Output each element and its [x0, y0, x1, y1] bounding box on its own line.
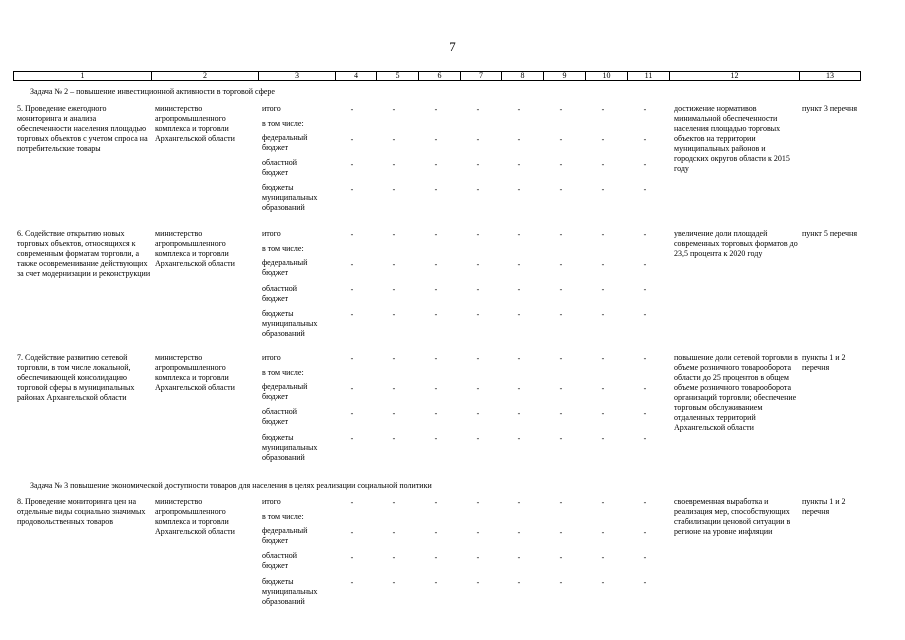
- empty-value-dash: -: [434, 354, 438, 363]
- executor-cell: министерство агропромышленного комплекса и торговли Архангельской области: [155, 353, 235, 392]
- empty-value-dash: -: [643, 553, 647, 562]
- empty-value-dash: -: [559, 185, 563, 194]
- empty-value-dash: -: [601, 135, 605, 144]
- empty-value-dash: -: [643, 285, 647, 294]
- empty-value-dash: -: [643, 409, 647, 418]
- empty-value-dash: -: [559, 384, 563, 393]
- empty-value-dash: -: [434, 434, 438, 443]
- empty-value-dash: -: [392, 105, 396, 114]
- empty-value-dash: -: [517, 409, 521, 418]
- task-2-heading: Задача № 2 – повышение инвестиционной активности в торговой сфере: [30, 87, 275, 96]
- empty-value-dash: -: [434, 285, 438, 294]
- empty-value-dash: -: [350, 260, 354, 269]
- regional-budget-label: областной бюджет: [262, 284, 298, 303]
- empty-value-dash: -: [392, 354, 396, 363]
- empty-value-dash: -: [559, 230, 563, 239]
- empty-value-dash: -: [434, 384, 438, 393]
- empty-value-dash: -: [643, 384, 647, 393]
- empty-value-dash: -: [643, 230, 647, 239]
- empty-value-dash: -: [434, 310, 438, 319]
- empty-value-dash: -: [601, 354, 605, 363]
- header-col-13: 13: [826, 71, 834, 80]
- empty-value-dash: -: [392, 230, 396, 239]
- empty-value-dash: -: [559, 135, 563, 144]
- empty-value-dash: -: [350, 285, 354, 294]
- empty-value-dash: -: [517, 185, 521, 194]
- empty-value-dash: -: [601, 185, 605, 194]
- empty-value-dash: -: [517, 105, 521, 114]
- empty-value-dash: -: [350, 498, 354, 507]
- empty-value-dash: -: [559, 528, 563, 537]
- federal-budget-label: федеральный бюджет: [262, 133, 308, 152]
- empty-value-dash: -: [559, 434, 563, 443]
- empty-value-dash: -: [517, 354, 521, 363]
- empty-value-dash: -: [392, 285, 396, 294]
- municipal-budget-label: бюджеты муниципальных образований: [262, 433, 318, 462]
- header-col-6: 6: [419, 72, 461, 80]
- empty-value-dash: -: [476, 285, 480, 294]
- empty-value-dash: -: [601, 160, 605, 169]
- empty-value-dash: -: [601, 434, 605, 443]
- empty-value-dash: -: [559, 498, 563, 507]
- header-col-10: 10: [586, 72, 628, 80]
- federal-budget-label: федеральный бюджет: [262, 258, 308, 277]
- empty-value-dash: -: [434, 160, 438, 169]
- result-cell: повышение доли сетевой торговли в объеме розничного товарооборота области до 25 процентов в общем объеме розничного товарооборота организаций торговли; обеспечение торговым обслуживанием отдаленных территорий Архангельской области: [674, 353, 798, 432]
- empty-value-dash: -: [434, 260, 438, 269]
- empty-value-dash: -: [392, 185, 396, 194]
- empty-value-dash: -: [434, 135, 438, 144]
- empty-value-dash: -: [350, 384, 354, 393]
- empty-value-dash: -: [392, 384, 396, 393]
- empty-value-dash: -: [517, 230, 521, 239]
- empty-value-dash: -: [643, 528, 647, 537]
- empty-value-dash: -: [517, 260, 521, 269]
- empty-value-dash: -: [601, 310, 605, 319]
- empty-value-dash: -: [643, 260, 647, 269]
- empty-value-dash: -: [601, 578, 605, 587]
- regional-budget-label: областной бюджет: [262, 158, 298, 177]
- empty-value-dash: -: [350, 553, 354, 562]
- subtotal-label: итого: [262, 104, 281, 113]
- municipal-budget-label: бюджеты муниципальных образований: [262, 183, 318, 212]
- empty-value-dash: -: [559, 260, 563, 269]
- empty-value-dash: -: [559, 285, 563, 294]
- including-label: в том числе:: [262, 512, 304, 521]
- table-header: [13, 71, 861, 81]
- empty-value-dash: -: [643, 434, 647, 443]
- empty-value-dash: -: [601, 528, 605, 537]
- executor-cell: министерство агропромышленного комплекса и торговли Архангельской области: [155, 229, 235, 268]
- federal-budget-label: федеральный бюджет: [262, 382, 308, 401]
- header-col-8: 8: [502, 72, 544, 80]
- empty-value-dash: -: [643, 135, 647, 144]
- empty-value-dash: -: [476, 230, 480, 239]
- empty-value-dash: -: [350, 135, 354, 144]
- empty-value-dash: -: [476, 105, 480, 114]
- empty-value-dash: -: [476, 578, 480, 587]
- header-col-1: 1: [14, 72, 152, 80]
- reference-cell: пункт 5 перечня: [802, 229, 858, 238]
- empty-value-dash: -: [601, 230, 605, 239]
- result-cell: увеличение доли площадей современных торговых форматов до 23,5 процента к 2020 году: [674, 229, 798, 258]
- task-3-heading: Задача № 3 повышение экономической доступности товаров для населения в целях реализации социальной политики: [30, 481, 432, 490]
- empty-value-dash: -: [392, 528, 396, 537]
- empty-value-dash: -: [559, 578, 563, 587]
- empty-value-dash: -: [350, 354, 354, 363]
- empty-value-dash: -: [643, 354, 647, 363]
- empty-value-dash: -: [434, 185, 438, 194]
- empty-value-dash: -: [350, 528, 354, 537]
- empty-value-dash: -: [476, 160, 480, 169]
- empty-value-dash: -: [601, 260, 605, 269]
- empty-value-dash: -: [559, 105, 563, 114]
- empty-value-dash: -: [434, 528, 438, 537]
- empty-value-dash: -: [517, 528, 521, 537]
- page-number: 7: [449, 39, 456, 54]
- empty-value-dash: -: [392, 310, 396, 319]
- empty-value-dash: -: [350, 310, 354, 319]
- including-label: в том числе:: [262, 119, 304, 128]
- header-col-4: 4: [336, 72, 377, 80]
- empty-value-dash: -: [350, 434, 354, 443]
- header-col-5: 5: [377, 72, 419, 80]
- empty-value-dash: -: [517, 135, 521, 144]
- empty-value-dash: -: [434, 553, 438, 562]
- empty-value-dash: -: [517, 434, 521, 443]
- empty-value-dash: -: [392, 409, 396, 418]
- empty-value-dash: -: [476, 409, 480, 418]
- activity-cell: 6. Содействие открытию новых торговых объектов, относящихся к современным форматам торговли, а также осовременивание действующих за счет модернизации и реконструкции: [17, 229, 151, 278]
- reference-cell: пункты 1 и 2 перечня: [802, 353, 846, 372]
- subtotal-label: итого: [262, 229, 281, 238]
- empty-value-dash: -: [476, 354, 480, 363]
- activity-cell: 5. Проведение ежегодного мониторинга и анализа обеспеченности населения площадью торговых объектов с учетом спроса на потребительские товары: [17, 104, 148, 153]
- empty-value-dash: -: [476, 310, 480, 319]
- subtotal-label: итого: [262, 497, 281, 506]
- empty-value-dash: -: [643, 185, 647, 194]
- empty-value-dash: -: [476, 553, 480, 562]
- empty-value-dash: -: [434, 578, 438, 587]
- header-col-7: 7: [461, 72, 502, 80]
- empty-value-dash: -: [517, 160, 521, 169]
- empty-value-dash: -: [643, 105, 647, 114]
- empty-value-dash: -: [559, 553, 563, 562]
- empty-value-dash: -: [350, 409, 354, 418]
- empty-value-dash: -: [392, 498, 396, 507]
- empty-value-dash: -: [559, 354, 563, 363]
- empty-value-dash: -: [601, 105, 605, 114]
- subtotal-label: итого: [262, 353, 281, 362]
- empty-value-dash: -: [476, 434, 480, 443]
- activity-cell: 8. Проведение мониторинга цен на отдельные виды социально значимых продовольственных товаров: [17, 497, 146, 526]
- empty-value-dash: -: [476, 135, 480, 144]
- empty-value-dash: -: [559, 409, 563, 418]
- header-col-9: 9: [544, 72, 586, 80]
- empty-value-dash: -: [476, 498, 480, 507]
- including-label: в том числе:: [262, 244, 304, 253]
- empty-value-dash: -: [350, 578, 354, 587]
- municipal-budget-label: бюджеты муниципальных образований: [262, 309, 318, 338]
- header-col-2: 2: [152, 72, 259, 80]
- empty-value-dash: -: [350, 160, 354, 169]
- empty-value-dash: -: [350, 105, 354, 114]
- federal-budget-label: федеральный бюджет: [262, 526, 308, 545]
- executor-cell: министерство агропромышленного комплекса и торговли Архангельской области: [155, 497, 235, 536]
- empty-value-dash: -: [350, 185, 354, 194]
- empty-value-dash: -: [517, 553, 521, 562]
- empty-value-dash: -: [601, 553, 605, 562]
- empty-value-dash: -: [476, 528, 480, 537]
- empty-value-dash: -: [476, 260, 480, 269]
- empty-value-dash: -: [517, 498, 521, 507]
- executor-cell: министерство агропромышленного комплекса и торговли Архангельской области: [155, 104, 235, 143]
- empty-value-dash: -: [601, 409, 605, 418]
- reference-cell: пункты 1 и 2 перечня: [802, 497, 846, 516]
- empty-value-dash: -: [643, 160, 647, 169]
- empty-value-dash: -: [392, 434, 396, 443]
- empty-value-dash: -: [517, 384, 521, 393]
- empty-value-dash: -: [350, 230, 354, 239]
- empty-value-dash: -: [434, 230, 438, 239]
- empty-value-dash: -: [517, 310, 521, 319]
- empty-value-dash: -: [601, 285, 605, 294]
- header-col-3: 3: [259, 72, 336, 80]
- municipal-budget-label: бюджеты муниципальных образований: [262, 577, 318, 606]
- empty-value-dash: -: [434, 498, 438, 507]
- reference-cell: пункт 3 перечня: [802, 104, 858, 113]
- empty-value-dash: -: [643, 310, 647, 319]
- regional-budget-label: областной бюджет: [262, 407, 298, 426]
- empty-value-dash: -: [392, 578, 396, 587]
- empty-value-dash: -: [392, 553, 396, 562]
- empty-value-dash: -: [517, 578, 521, 587]
- empty-value-dash: -: [559, 160, 563, 169]
- empty-value-dash: -: [476, 384, 480, 393]
- empty-value-dash: -: [392, 135, 396, 144]
- empty-value-dash: -: [517, 285, 521, 294]
- including-label: в том числе:: [262, 368, 304, 377]
- result-cell: достижение нормативов минимальной обеспеченности населения площадью торговых объектов на территории муниципальных районов и городских округов области к 2015 году: [674, 104, 790, 173]
- empty-value-dash: -: [434, 105, 438, 114]
- header-col-11: 11: [628, 72, 670, 80]
- empty-value-dash: -: [392, 260, 396, 269]
- regional-budget-label: областной бюджет: [262, 551, 298, 570]
- empty-value-dash: -: [392, 160, 396, 169]
- empty-value-dash: -: [559, 310, 563, 319]
- empty-value-dash: -: [643, 578, 647, 587]
- header-col-12: 12: [670, 72, 800, 80]
- empty-value-dash: -: [601, 384, 605, 393]
- empty-value-dash: -: [601, 498, 605, 507]
- empty-value-dash: -: [643, 498, 647, 507]
- result-cell: своевременная выработка и реализация мер, способствующих стабилизации ценовой ситуации в регионе на уровне инфляции: [674, 497, 791, 536]
- activity-cell: 7. Содействие развитию сетевой торговли, в том числе локальной, обеспечивающей консолидацию торговой сферы в муниципальных районах Архангельской области: [17, 353, 135, 402]
- empty-value-dash: -: [476, 185, 480, 194]
- empty-value-dash: -: [434, 409, 438, 418]
